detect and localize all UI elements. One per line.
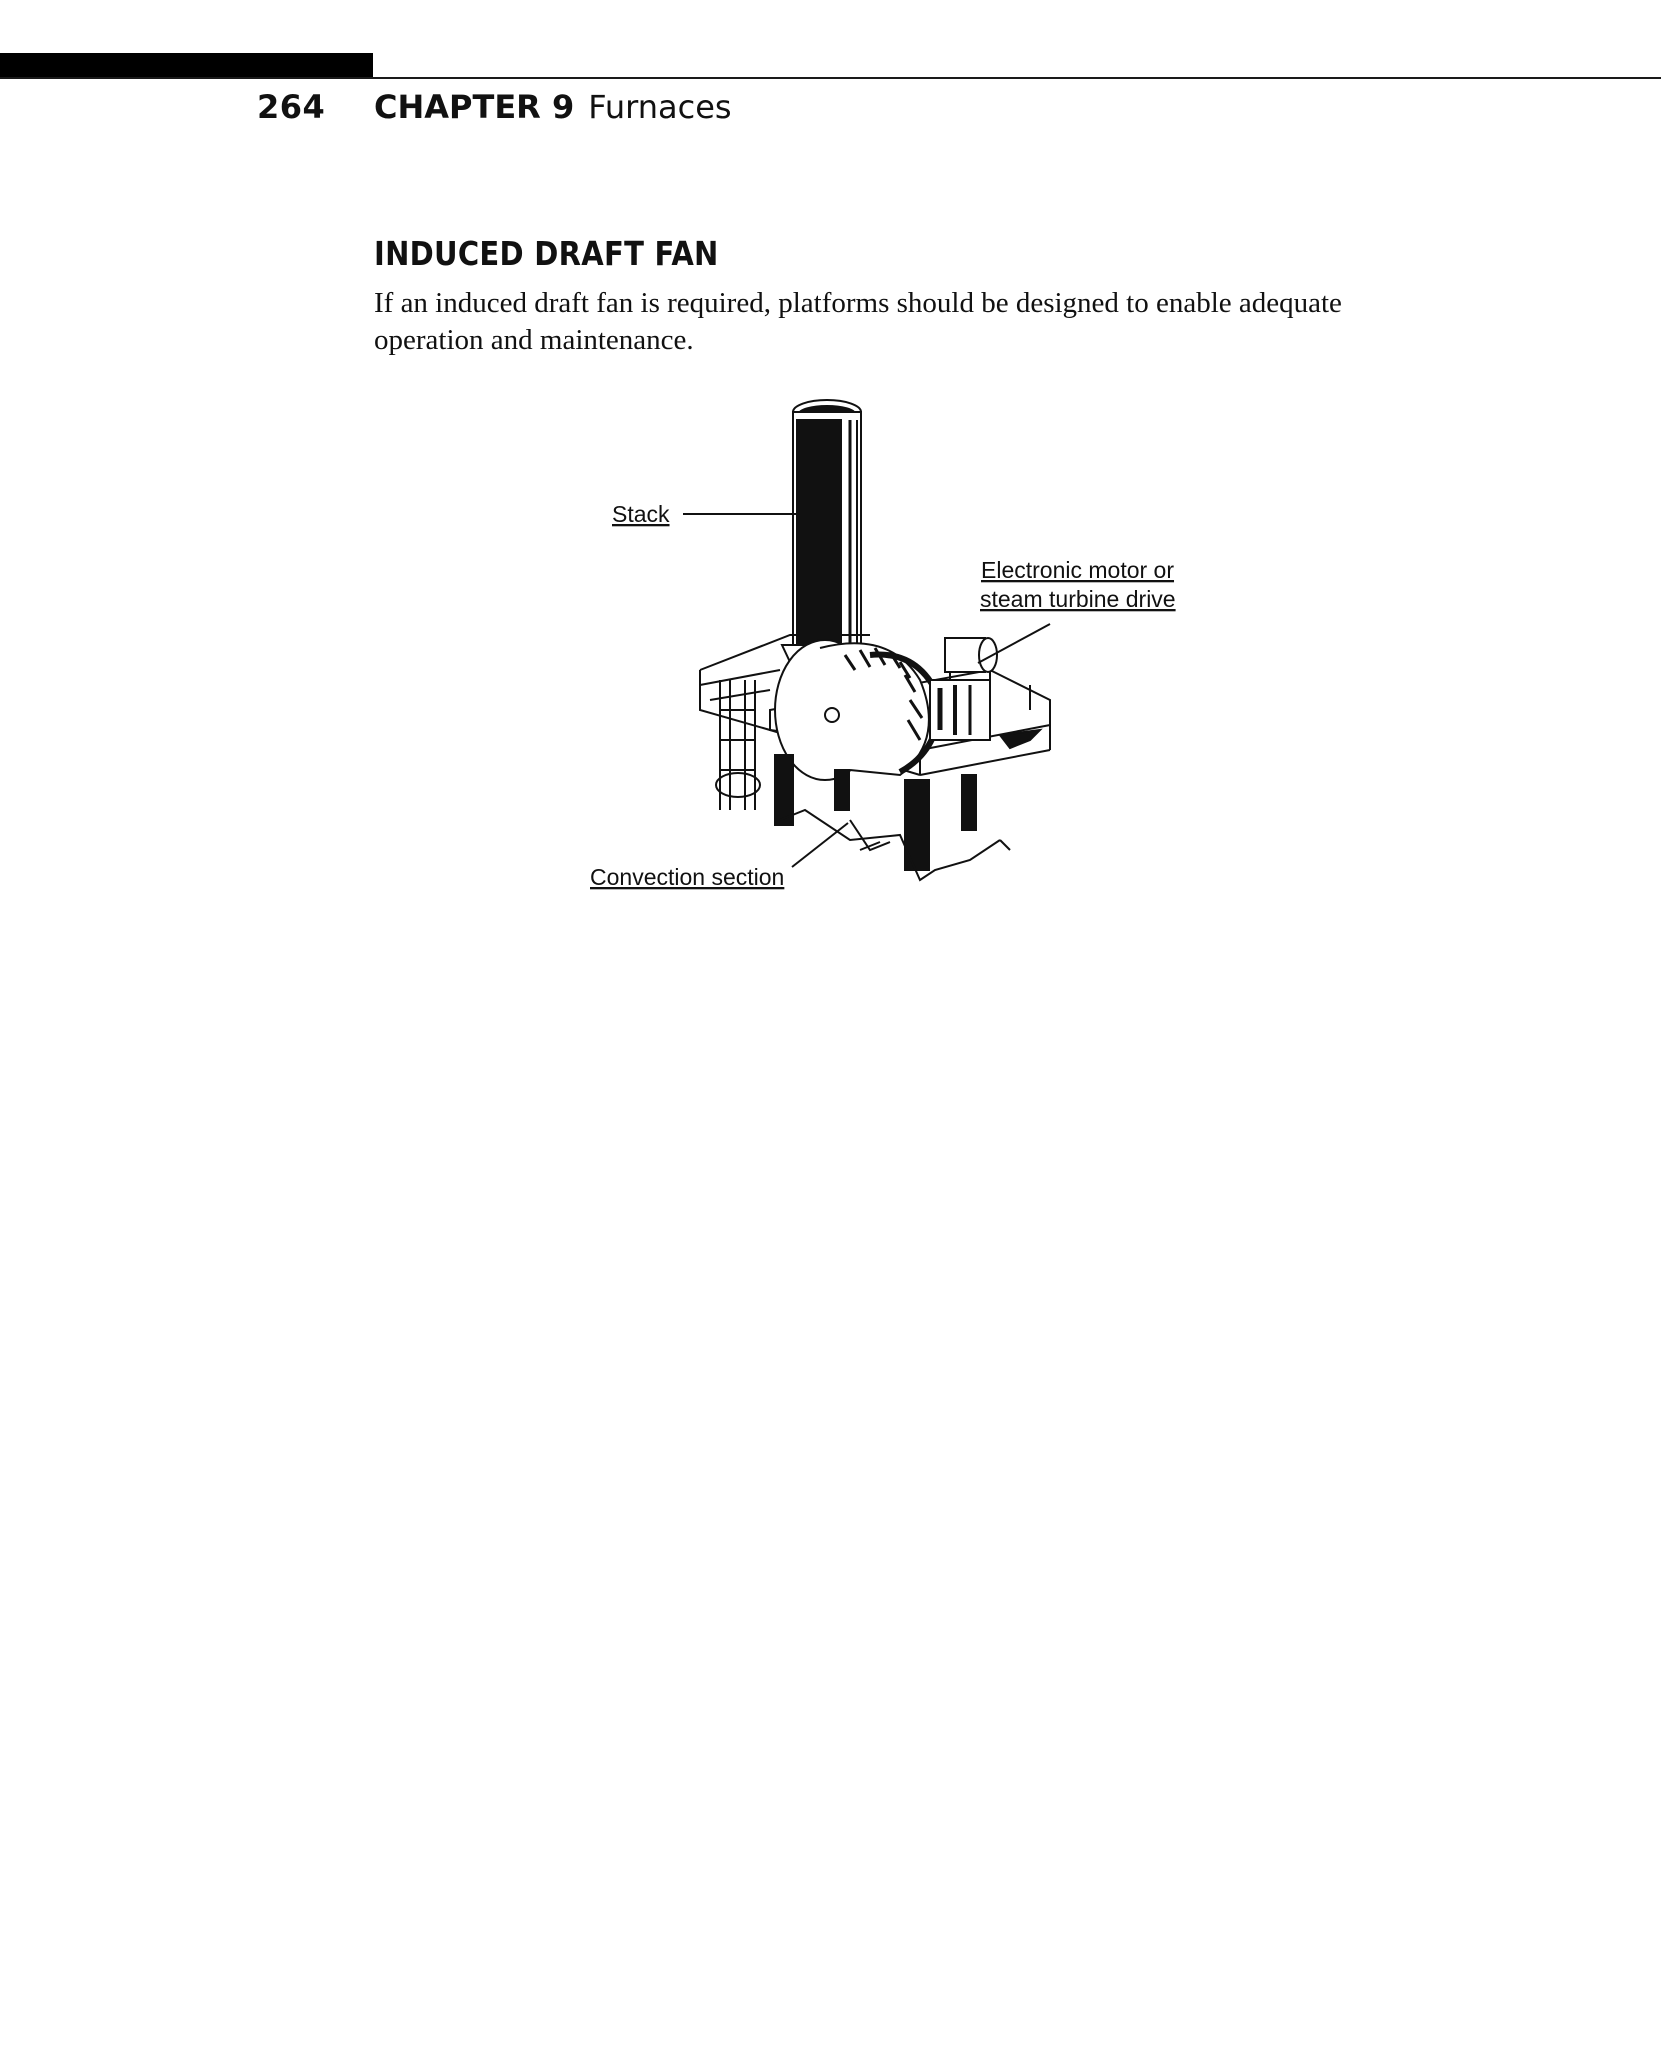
induced-draft-fan-drawing	[570, 380, 1230, 910]
header-rule	[0, 77, 1661, 79]
stack-label: Stack	[612, 501, 670, 527]
section-heading: INDUCED DRAFT FAN	[374, 234, 719, 273]
ladder-drawing	[716, 680, 760, 810]
stack-drawing	[793, 400, 861, 652]
induced-draft-fan-figure	[570, 380, 1230, 910]
chapter-label: CHAPTER 9	[374, 88, 575, 126]
page-number: 264	[257, 88, 326, 126]
convection-label: Convection section	[590, 864, 785, 890]
chapter-title: Furnaces	[588, 88, 732, 126]
chapter-heading	[374, 88, 732, 126]
convection-leader-line	[792, 823, 848, 867]
motor-label-line1: Electronic motor or	[981, 557, 1175, 583]
header-bar	[0, 53, 373, 79]
motor-label-line2: steam turbine drive	[980, 586, 1176, 612]
section-body: If an induced draft fan is required, platforms should be designed to enable adequate operation and maintenance.	[374, 287, 1342, 356]
motor-drawing	[945, 638, 997, 672]
